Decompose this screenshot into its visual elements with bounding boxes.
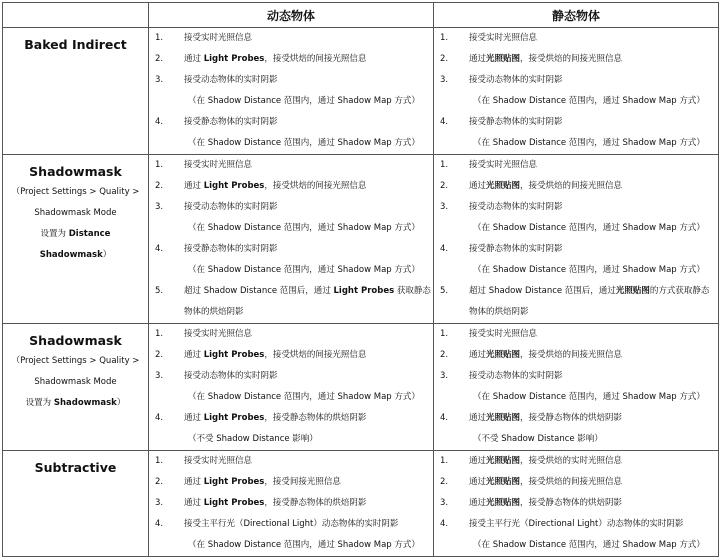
item-text — [469, 302, 529, 323]
item-text — [469, 70, 563, 91]
mode-cell — [3, 451, 149, 557]
text-run: Shadowmask Mode — [34, 208, 117, 218]
text-run: ，接受烘焙的间接光照信息 — [520, 181, 623, 191]
emphasis-text: Light Probes — [203, 477, 265, 487]
emphasis-text: 光照贴图 — [615, 286, 650, 296]
mode-cell — [3, 155, 149, 324]
item-text — [469, 493, 622, 514]
list-item — [149, 28, 433, 49]
text-run: 接受动态物体的实时阴影 — [184, 202, 278, 212]
text-run: 接受静态物体的实时阴影 — [469, 117, 563, 127]
item-text — [184, 366, 278, 387]
dynamic-objects-cell — [149, 28, 434, 155]
mode-row — [3, 155, 719, 324]
text-run: 接受动态物体的实时阴影 — [469, 202, 563, 212]
item-text — [184, 28, 252, 49]
text-run: ，接受烘焙的间接光照信息 — [520, 54, 623, 64]
mode-description-line — [3, 372, 148, 393]
text-run: 接受实时光照信息 — [184, 456, 253, 466]
emphasis-text: 光照贴图 — [486, 181, 521, 191]
text-run: 通过 — [469, 498, 487, 508]
item-text — [469, 239, 563, 260]
text-run: 通过 — [469, 477, 487, 487]
mode-description-line — [3, 245, 148, 266]
mode-title: Shadowmask — [29, 333, 122, 348]
item-text — [469, 366, 563, 387]
item-text — [469, 514, 683, 535]
mode-description-line — [3, 203, 148, 224]
item-text — [469, 472, 622, 493]
item-number: 3. — [155, 75, 164, 85]
item-text — [188, 429, 318, 450]
item-number: 3. — [440, 371, 449, 381]
list-item — [149, 366, 433, 387]
item-number: 1. — [155, 329, 164, 339]
text-run: 接受动态物体的实时阴影 — [184, 75, 278, 85]
item-text — [469, 345, 622, 366]
item-text — [184, 324, 252, 345]
item-text — [469, 408, 622, 429]
text-run: 接受静态物体的实时阴影 — [469, 244, 563, 254]
text-run: ，接受烘焙的间接光照信息 — [264, 54, 367, 64]
text-run: 通过 — [184, 477, 204, 487]
list-item — [149, 112, 433, 133]
item-number: 2. — [155, 181, 164, 191]
text-run: 通过 — [469, 456, 487, 466]
list-item — [149, 535, 433, 556]
list-item — [434, 260, 718, 281]
item-number: 2. — [155, 54, 164, 64]
item-text — [184, 112, 278, 133]
emphasis-text: Light Probes — [203, 350, 265, 360]
list-item — [149, 70, 433, 91]
list-item — [149, 155, 433, 176]
list-item — [434, 133, 718, 154]
text-run: 接受实时光照信息 — [469, 33, 538, 43]
header-row — [3, 3, 719, 28]
text-run: 超过 Shadow Distance 范围后，通过 — [469, 286, 616, 296]
item-number: 1. — [440, 329, 449, 339]
text-run: 接受实时光照信息 — [469, 160, 538, 170]
list-item — [434, 408, 718, 429]
text-run: ，接受烘焙的间接光照信息 — [520, 350, 623, 360]
item-number: 4. — [440, 519, 449, 529]
item-text — [469, 197, 563, 218]
text-run: （在 Shadow Distance 范围内，通过 Shadow Map 方式） — [188, 540, 420, 550]
list-item — [434, 535, 718, 556]
item-text — [184, 176, 366, 197]
item-number: 4. — [155, 244, 164, 254]
list-item — [149, 472, 433, 493]
text-run: （在 Shadow Distance 范围内，通过 Shadow Map 方式） — [473, 96, 705, 106]
list-item — [434, 28, 718, 49]
emphasis-text: 光照贴图 — [486, 498, 521, 508]
item-number: 3. — [155, 371, 164, 381]
mode-cell — [3, 324, 149, 451]
list-item — [434, 155, 718, 176]
item-number: 3. — [155, 498, 164, 508]
list-item — [434, 239, 718, 260]
item-number: 2. — [155, 477, 164, 487]
text-run: 获取静态 — [394, 286, 431, 296]
text-run: （在 Shadow Distance 范围内，通过 Shadow Map 方式） — [188, 265, 420, 275]
item-number: 1. — [440, 33, 449, 43]
list-item — [149, 387, 433, 408]
item-text — [184, 451, 252, 472]
item-text — [473, 387, 705, 408]
list-item — [149, 91, 433, 112]
list-item — [149, 176, 433, 197]
header-mode — [3, 3, 149, 28]
mode-row — [3, 451, 719, 557]
static-objects-list — [434, 451, 718, 556]
text-run: Shadowmask Mode — [34, 377, 117, 387]
static-objects-list — [434, 324, 718, 450]
item-number: 1. — [155, 33, 164, 43]
item-text — [188, 260, 420, 281]
text-run: ） — [102, 250, 112, 260]
static-objects-list — [434, 155, 718, 323]
text-run: 的方式获取静态 — [649, 286, 710, 296]
item-number: 4. — [440, 117, 449, 127]
emphasis-text: 光照贴图 — [486, 477, 521, 487]
item-text — [469, 324, 537, 345]
list-item — [434, 387, 718, 408]
mode-title: Baked Indirect — [24, 37, 127, 52]
text-run: 接受主平行光（Directional Light）动态物体的实时阴影 — [184, 519, 399, 529]
mode-description-line — [3, 224, 148, 245]
emphasis-text: 光照贴图 — [486, 413, 521, 423]
text-run: 超过 Shadow Distance 范围后，通过 — [184, 286, 334, 296]
list-item — [149, 451, 433, 472]
emphasis-text: Light Probes — [203, 498, 265, 508]
list-item — [434, 176, 718, 197]
text-run: （在 Shadow Distance 范围内，通过 Shadow Map 方式） — [473, 223, 705, 233]
list-item — [434, 472, 718, 493]
list-item — [149, 324, 433, 345]
item-number: 2. — [440, 477, 449, 487]
text-run: 通过 — [184, 498, 204, 508]
item-text — [184, 514, 398, 535]
item-text — [184, 493, 366, 514]
item-text — [184, 49, 366, 70]
item-number: 3. — [155, 202, 164, 212]
item-text — [469, 176, 622, 197]
text-run: 通过 — [469, 350, 487, 360]
item-number: 1. — [440, 160, 449, 170]
static-objects-cell — [434, 324, 719, 451]
item-text — [473, 429, 603, 450]
emphasis-text: Light Probes — [203, 181, 265, 191]
text-run: ，接受静态物体的烘焙阴影 — [520, 498, 623, 508]
text-run: （在 Shadow Distance 范围内，通过 Shadow Map 方式） — [188, 392, 420, 402]
text-run: 通过 — [184, 413, 204, 423]
text-run: 设置为 — [40, 229, 69, 239]
text-run: 通过 — [469, 54, 487, 64]
list-item — [434, 366, 718, 387]
item-number: 1. — [155, 456, 164, 466]
item-text — [184, 302, 244, 323]
list-item — [149, 218, 433, 239]
list-item — [149, 408, 433, 429]
item-number: 3. — [440, 75, 449, 85]
item-text — [469, 451, 622, 472]
list-item — [149, 197, 433, 218]
text-run: ） — [116, 398, 126, 408]
text-run: ，接受烘焙的间接光照信息 — [520, 477, 623, 487]
list-item — [434, 281, 718, 302]
item-text — [473, 535, 705, 556]
list-item — [434, 112, 718, 133]
list-item — [434, 302, 718, 323]
item-number: 2. — [440, 181, 449, 191]
list-item — [434, 451, 718, 472]
text-run: 通过 — [184, 181, 204, 191]
text-run: 接受主平行光（Directional Light）动态物体的实时阴影 — [469, 519, 684, 529]
text-run: （在 Shadow Distance 范围内，通过 Shadow Map 方式） — [188, 96, 420, 106]
item-text — [473, 91, 705, 112]
text-run: ，接受静态物体的烘焙阴影 — [264, 413, 367, 423]
item-text — [184, 70, 278, 91]
text-run: （不受 Shadow Distance 影响） — [188, 434, 318, 444]
header-static-objects: 静态物体 — [434, 3, 719, 28]
list-item — [434, 345, 718, 366]
header-dynamic-objects: 动态物体 — [149, 3, 434, 28]
static-objects-list — [434, 28, 718, 154]
item-number: 4. — [155, 519, 164, 529]
list-item — [434, 429, 718, 450]
text-run: 接受静态物体的实时阴影 — [184, 244, 278, 254]
item-number: 4. — [155, 413, 164, 423]
static-objects-cell — [434, 451, 719, 557]
list-item — [434, 70, 718, 91]
item-text — [184, 197, 278, 218]
list-item — [434, 49, 718, 70]
item-text — [188, 91, 420, 112]
text-run: （不受 Shadow Distance 影响） — [473, 434, 603, 444]
list-item — [434, 514, 718, 535]
static-objects-cell — [434, 28, 719, 155]
emphasis-text: Light Probes — [203, 54, 265, 64]
text-run: （Project Settings > Quality > — [11, 187, 140, 197]
text-run: 通过 — [184, 54, 204, 64]
item-number: 1. — [155, 160, 164, 170]
mode-description-line — [3, 182, 148, 203]
emphasis-text: 光照贴图 — [486, 54, 521, 64]
mode-title: Subtractive — [34, 460, 117, 475]
emphasis-text: Shadowmask — [39, 250, 103, 260]
item-number: 1. — [440, 456, 449, 466]
item-number: 5. — [155, 286, 164, 296]
emphasis-text: Shadowmask — [53, 398, 117, 408]
item-number: 4. — [440, 244, 449, 254]
item-text — [184, 155, 252, 176]
text-run: 物体的烘焙阴影 — [184, 307, 244, 317]
emphasis-text: 光照贴图 — [486, 350, 521, 360]
item-number: 3. — [440, 202, 449, 212]
item-text — [473, 218, 705, 239]
list-item — [149, 49, 433, 70]
list-item — [434, 493, 718, 514]
item-text — [188, 133, 420, 154]
text-run: （在 Shadow Distance 范围内，通过 Shadow Map 方式） — [473, 265, 705, 275]
list-item — [149, 429, 433, 450]
text-run: 通过 — [469, 181, 487, 191]
text-run: （在 Shadow Distance 范围内，通过 Shadow Map 方式） — [473, 540, 705, 550]
list-item — [434, 197, 718, 218]
item-text — [188, 218, 420, 239]
text-run: 接受动态物体的实时阴影 — [184, 371, 278, 381]
text-run: 接受动态物体的实时阴影 — [469, 371, 563, 381]
dynamic-objects-cell — [149, 155, 434, 324]
mode-cell — [3, 28, 149, 155]
item-text — [184, 239, 278, 260]
dynamic-objects-list — [149, 451, 433, 556]
list-item — [149, 260, 433, 281]
text-run: （在 Shadow Distance 范围内，通过 Shadow Map 方式） — [188, 223, 420, 233]
list-item — [149, 302, 433, 323]
mode-description-line — [3, 393, 148, 414]
text-run: 设置为 — [25, 398, 54, 408]
item-text — [184, 281, 431, 302]
list-item — [149, 493, 433, 514]
text-run: ，接受间接光照信息 — [264, 477, 341, 487]
item-text — [188, 535, 420, 556]
emphasis-text: Light Probes — [333, 286, 395, 296]
dynamic-objects-cell — [149, 324, 434, 451]
text-run: （在 Shadow Distance 范围内，通过 Shadow Map 方式） — [473, 392, 705, 402]
dynamic-objects-cell — [149, 451, 434, 557]
item-text — [469, 49, 622, 70]
text-run: （在 Shadow Distance 范围内，通过 Shadow Map 方式） — [473, 138, 705, 148]
text-run: 通过 — [184, 350, 204, 360]
item-text — [473, 260, 705, 281]
text-run: （Project Settings > Quality > — [11, 356, 140, 366]
item-text — [184, 408, 366, 429]
text-run: 接受实时光照信息 — [469, 329, 538, 339]
emphasis-text: Distance — [68, 229, 111, 239]
text-run: 接受动态物体的实时阴影 — [469, 75, 563, 85]
text-run: ，接受烘焙的间接光照信息 — [264, 350, 367, 360]
emphasis-text: 光照贴图 — [486, 456, 521, 466]
dynamic-objects-list — [149, 28, 433, 154]
item-text — [469, 281, 709, 302]
text-run: ，接受静态物体的烘焙阴影 — [264, 498, 367, 508]
item-text — [469, 112, 563, 133]
mode-title: Shadowmask — [29, 164, 122, 179]
dynamic-objects-list — [149, 324, 433, 450]
dynamic-objects-list — [149, 155, 433, 323]
text-run: 通过 — [469, 413, 487, 423]
item-text — [184, 345, 366, 366]
list-item — [434, 91, 718, 112]
text-run: （在 Shadow Distance 范围内，通过 Shadow Map 方式） — [188, 138, 420, 148]
list-item — [149, 345, 433, 366]
item-number: 2. — [155, 350, 164, 360]
list-item — [149, 133, 433, 154]
lighting-mode-table — [2, 2, 719, 557]
text-run: 接受静态物体的实时阴影 — [184, 117, 278, 127]
item-number: 2. — [440, 54, 449, 64]
mode-row — [3, 28, 719, 155]
text-run: 接受实时光照信息 — [184, 329, 253, 339]
item-number: 4. — [155, 117, 164, 127]
item-text — [469, 28, 537, 49]
text-run: ，接受静态物体的烘焙阴影 — [520, 413, 623, 423]
text-run: ，接受烘焙的实时光照信息 — [520, 456, 623, 466]
text-run: 接受实时光照信息 — [184, 33, 253, 43]
list-item — [149, 514, 433, 535]
list-item — [149, 281, 433, 302]
list-item — [149, 239, 433, 260]
item-text — [469, 155, 537, 176]
mode-row — [3, 324, 719, 451]
item-text — [184, 472, 341, 493]
list-item — [434, 324, 718, 345]
list-item — [434, 218, 718, 239]
emphasis-text: Light Probes — [203, 413, 265, 423]
static-objects-cell — [434, 155, 719, 324]
item-number: 5. — [440, 286, 449, 296]
text-run: 物体的烘焙阴影 — [469, 307, 529, 317]
item-text — [473, 133, 705, 154]
text-run: ，接受烘焙的间接光照信息 — [264, 181, 367, 191]
item-number: 2. — [440, 350, 449, 360]
item-text — [188, 387, 420, 408]
mode-description-line — [3, 351, 148, 372]
item-number: 4. — [440, 413, 449, 423]
item-number: 3. — [440, 498, 449, 508]
text-run: 接受实时光照信息 — [184, 160, 253, 170]
